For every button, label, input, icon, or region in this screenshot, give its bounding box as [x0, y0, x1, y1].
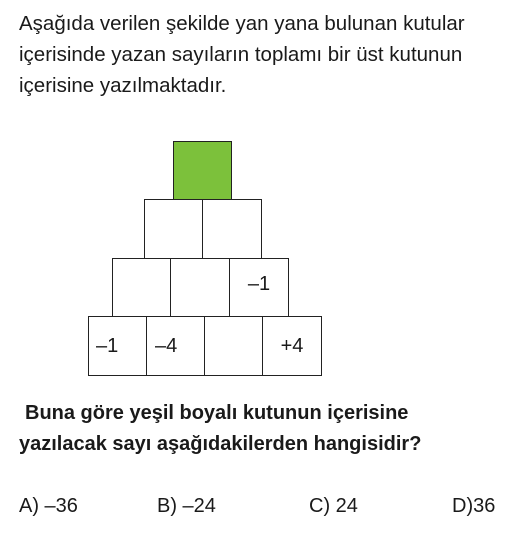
intro-line-1: Aşağıda verilen şekilde yan yana bulunan kutular [19, 12, 465, 35]
row3-box-2 [170, 258, 230, 318]
row4-box-1: –1 [88, 316, 148, 376]
intro-line-3: içerisine yazılmaktadır. [19, 74, 227, 97]
row2-box-2 [202, 199, 262, 259]
green-top-box [173, 141, 232, 200]
option-c[interactable]: C) 24 [309, 495, 358, 517]
row3-box-3: –1 [229, 258, 289, 318]
row4-box-3 [204, 316, 264, 376]
row3-box-1 [112, 258, 172, 318]
row4-box-4: +4 [262, 316, 322, 376]
row4-box-2: –4 [146, 316, 206, 376]
option-d[interactable]: D)36 [452, 495, 496, 517]
option-a[interactable]: A) –36 [19, 495, 78, 517]
row2-box-1 [144, 199, 204, 259]
intro-line-2: içerisinde yazan sayıların toplamı bir üst kutunun [19, 43, 463, 66]
question-text [19, 398, 519, 460]
question-line-1: Buna göre yeşil boyalı kutunun içerisine [25, 402, 409, 424]
question-line-2: yazılacak sayı aşağıdakilerden hangisidir? [19, 433, 422, 455]
option-b[interactable]: B) –24 [157, 495, 216, 517]
